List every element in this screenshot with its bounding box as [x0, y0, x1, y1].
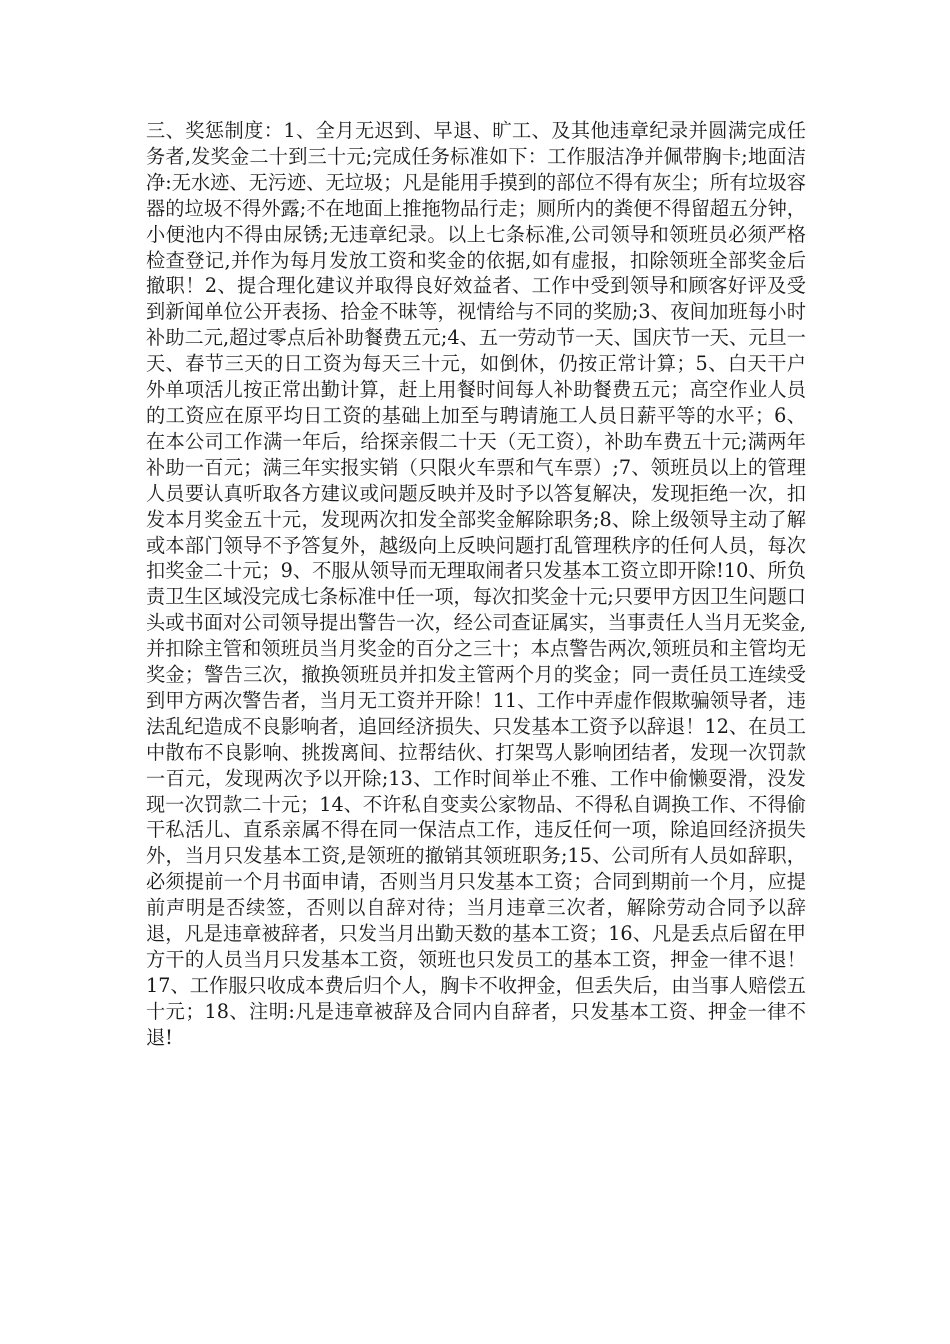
rules-paragraph: 三、奖惩制度：1、全月无迟到、早退、旷工、及其他违章纪录并圆满完成任务者,发奖金二十到三十元;完成任务标准如下：工作服洁净并佩带胸卡;地面洁净:无水迹、无污迹、无垃圾；凡是能用手摸到的部位不得有灰尘；所有垃圾容器的垃圾不得外露;不在地面上推拖物品行走；厕所内的粪便不得留超五分钟，小便池内不得由尿锈;无违章纪录。以上七条标准,公司领导和领班员必须严格检查登记,并作为每月发放工资和奖金的依据,如有虚报，扣除领班全部奖金后撤职！2、提合理化建议并取得良好效益者、工作中受到领导和顾客好评及受到新闻单位公开表扬、拾金不昧等，视情给与不同的奖励;3、夜间加班每小时补助二元,超过零点后补助餐费五元;4、五一劳动节一天、国庆节一天、元旦一天、春节三天的日工资为每天三十元，如倒休，仍按正常计算；5、白天干户外单项活儿按正常出勤计算，赶上用餐时间每人补助餐费五元；高空作业人员的工资应在原平均日工资的基础上加至与聘请施工人员日薪平等的水平；6、在本公司工作满一年后，给探亲假二十天（无工资），补助车费五十元;满两年补助一百元；满三年实报实销（只限火车票和气车票）;7、领班员以上的管理人员要认真听取各方建议或问题反映并及时予以答复解决，发现拒绝一次，扣发本月奖金五十元，发现两次扣发全部奖金解除职务;8、除上级领导主动了解或本部门领导不予答复外，越级向上反映问题打乱管理秩序的任何人员，每次扣奖金二十元；9、不服从领导而无理取闹者只发基本工资立即开除!10、所负责卫生区域没完成七条标准中任一项，每次扣奖金十元;只要甲方因卫生问题口头或书面对公司领导提出警告一次，经公司查证属实，当事责任人当月无奖金,并扣除主管和领班员当月奖金的百分之三十；本点警告两次,领班员和主管均无奖金；警告三次，撤换领班员并扣发主管两个月的奖金；同一责任员工连续受到甲方两次警告者，当月无工资并开除！11、工作中弄虚作假欺骗领导者，违法乱纪造成不良影响者，追回经济损失、只发基本工资予以辞退！12、在员工中散布不良影响、挑拨离间、拉帮结伙、打架骂人影响团结者，发现一次罚款一百元，发现两次予以开除;13、工作时间举止不雅、工作中偷懒耍滑，没发现一次罚款二十元；14、不许私自变卖公家物品、不得私自调换工作、不得偷干私活儿、直系亲属不得在同一保洁点工作，违反任何一项，除追回经济损失外，当月只发基本工资,是领班的撤销其领班职务;15、公司所有人员如辞职，必须提前一个月书面申请，否则当月只发基本工资；合同到期前一个月，应提前声明是否续签，否则以自辞对待；当月违章三次者，解除劳动合同予以辞退，凡是违章被辞者，只发当月出勤天数的基本工资；16、凡是丢点后留在甲方干的人员当月只发基本工资，领班也只发员工的基本工资，押金一律不退！17、工作服只收成本费后归个人，胸卡不收押金，但丢失后，由当事人赔偿五十元；18、注明:凡是违章被辞及合同内自辞者，只发基本工资、押金一律不退! — [146, 119, 806, 1049]
